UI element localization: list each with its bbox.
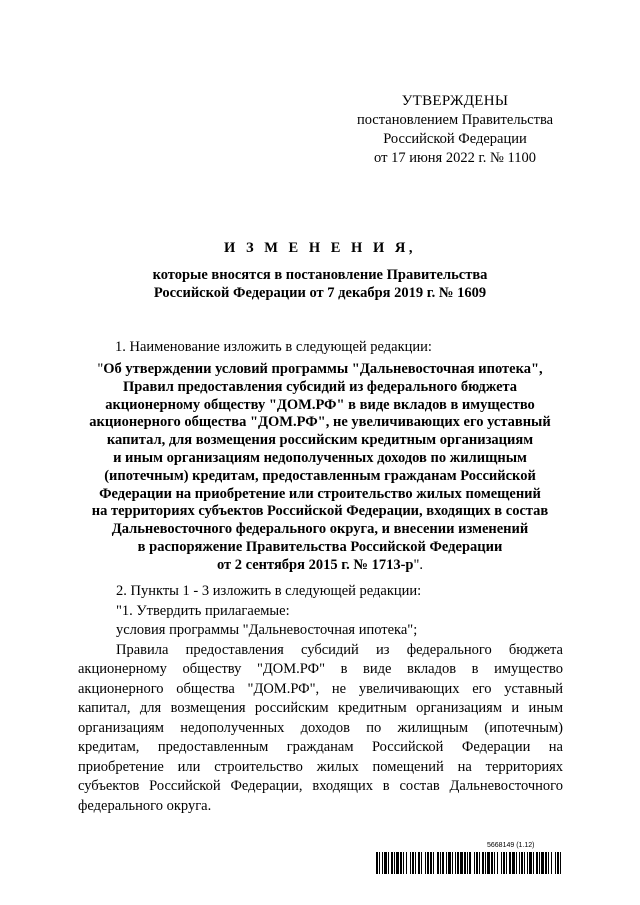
title-line: в распоряжение Правительства Российской Федерации bbox=[137, 538, 503, 555]
point-1: "1. Утвердить прилагаемые: bbox=[116, 602, 290, 619]
title-line: капитал, для возмещения российским кредитным организациям bbox=[106, 432, 534, 449]
title-line: (ипотечным) кредитам, предоставленным гражданам Российской bbox=[104, 467, 536, 484]
approval-line-3: от 17 июня 2022 г. № 1100 bbox=[374, 150, 536, 166]
quote-close: ". bbox=[413, 556, 424, 573]
quote-open: " bbox=[97, 361, 104, 377]
title-line: Федерации на приобретение или строительство жилых помещений bbox=[99, 485, 541, 502]
item-2-block bbox=[78, 582, 563, 816]
barcode-number: 5668149 (1.12) bbox=[487, 842, 535, 849]
item-1-intro: 1. Наименование изложить в следующей редакции: bbox=[115, 339, 432, 355]
title-line: Дальневосточного федерального округа, и внесении изменений bbox=[111, 521, 529, 538]
title-line: на территориях субъектов Российской Федерации, входящих в состав bbox=[91, 503, 549, 520]
title-line: акционерному обществу "ДОМ.РФ" в виде вкладов в имущество bbox=[105, 396, 535, 413]
title-line: Правил предоставления субсидий из федерального бюджета bbox=[122, 378, 518, 395]
title-line: акционерного общества "ДОМ.РФ", не увеличивающих его уставный bbox=[89, 414, 551, 431]
barcode bbox=[376, 852, 564, 874]
conditions-line: условия программы "Дальневосточная ипотека"; bbox=[116, 622, 418, 638]
approval-line-2: Российской Федерации bbox=[383, 131, 527, 147]
rules-paragraph: Правила предоставления субсидий из федерального бюджета акционерному обществу "ДОМ.РФ" в виде вкладов в имущество акционерного общества "ДОМ.РФ", не увеличивающих его уставный капитал, для возмещения российским кредитным организациям и иным организациям недополученных доходов по жилищным (ипотечным) кредитам, предоставленным гражданам Российской Федерации на приобретение или строительство жилых помещений на территориях субъектов Российской Федерации, входящих в состав Дальневосточного федерального округа. bbox=[78, 641, 563, 814]
title-line: от 2 сентября 2015 г. № 1713-р". bbox=[216, 556, 424, 573]
title-line: "Об утверждении условий программы "Дальневосточная ипотека", bbox=[97, 361, 543, 377]
new-title-block bbox=[80, 361, 560, 575]
title-line: и иным организациям недополученных доходов по жилищным bbox=[113, 449, 527, 466]
subtitle-line-1: которые вносятся в постановление Правительства bbox=[152, 267, 488, 283]
subtitle-line-2: Российской Федерации от 7 декабря 2019 г. № 1609 bbox=[153, 285, 487, 301]
approval-stamp: УТВЕРЖДЕНЫ bbox=[401, 93, 509, 109]
document-subtitle bbox=[0, 266, 640, 302]
item-2-intro: 2. Пункты 1 - 3 изложить в следующей редакции: bbox=[116, 583, 422, 599]
approval-line-1: постановлением Правительства bbox=[356, 112, 554, 128]
approval-block bbox=[330, 92, 580, 168]
document-title: И З М Е Н Е Н И Я, bbox=[224, 240, 416, 256]
